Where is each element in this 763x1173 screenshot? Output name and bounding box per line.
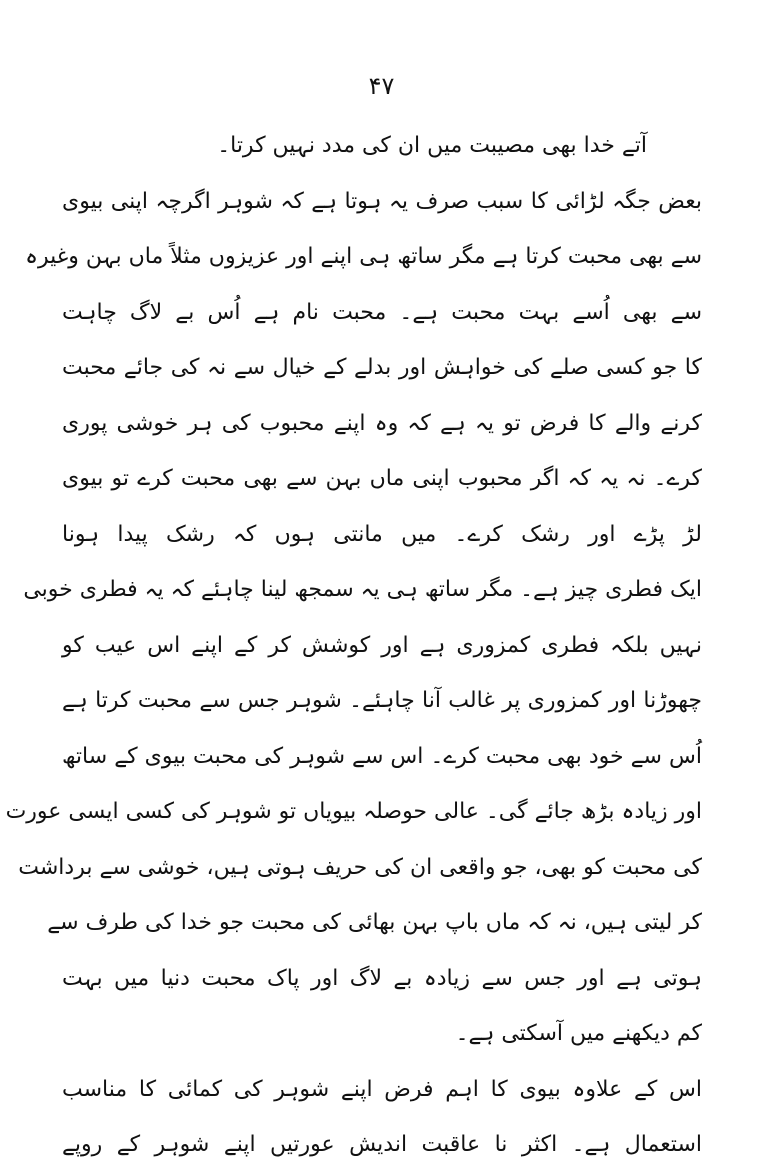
text-line: کم دیکھنے میں آسکتی ہے۔ <box>455 1021 702 1046</box>
text-line: آتے خدا بھی مصیبت میں ان کی مدد نہیں کرتا۔ <box>217 133 647 158</box>
text-line: اور زیادہ بڑھ جائے گی۔ عالی حوصلہ بیویاں تو شوہر کی کسی ایسی عورت <box>5 799 702 824</box>
text-line: ہوتی ہے اور جس سے زیادہ بے لاگ اور پاک محبت دنیا میں بہت <box>62 965 702 991</box>
text-line: کر لیتی ہیں، نہ کہ ماں باپ بہن بھائی کی محبت جو خدا کی طرف سے <box>47 910 702 935</box>
page-body-text <box>5 118 702 1173</box>
text-line: چھوڑنا اور کمزوری پر غالب آنا چاہئے۔ شوہر جس سے محبت کرتا ہے <box>62 688 702 713</box>
text-line: کرے۔ نہ یہ کہ اگر محبوب اپنی ماں بہن سے بھی محبت کرے تو بیوی <box>62 466 702 491</box>
text-line: اس کے علاوہ بیوی کا اہم فرض اپنے شوہر کی کمائی کا مناسب <box>62 1076 702 1102</box>
text-line: سے بھی محبت کرتا ہے مگر ساتھ ہی اپنے اور عزیزوں مثلاً ماں بہن وغیرہ <box>25 244 702 269</box>
text-line: کرنے والے کا فرض تو یہ ہے کہ وہ اپنے محبوب کی ہر خوشی پوری <box>62 410 702 436</box>
text-line: لڑ پڑے اور رشک کرے۔ میں مانتی ہوں کہ رشک پیدا ہونا <box>62 521 702 547</box>
text-line: سے بھی اُسے بہت محبت ہے۔ محبت نام ہے اُس بے لاگ چاہت <box>62 299 702 325</box>
text-line: کی محبت کو بھی، جو واقعی ان کی حریف ہوتی ہیں، خوشی سے برداشت <box>18 854 702 880</box>
text-line: اُس سے خود بھی محبت کرے۔ اس سے شوہر کی محبت بیوی کے ساتھ <box>62 743 702 769</box>
page-number: ۴۷ <box>368 72 395 100</box>
text-line: استعمال ہے۔ اکثر نا عاقبت اندیش عورتیں اپنے شوہر کے روپے <box>62 1132 702 1157</box>
text-line: کا جو کسی صلے کی خواہش اور بدلے کے خیال سے نہ کی جائے محبت <box>62 355 702 380</box>
text-line: ایک فطری چیز ہے۔ مگر ساتھ ہی یہ سمجھ لینا چاہئے کہ یہ فطری خوبی <box>23 577 702 602</box>
text-line: بعض جگہ لڑائی کا سبب صرف یہ ہوتا ہے کہ شوہر اگرچہ اپنی بیوی <box>62 188 702 214</box>
text-line: نہیں بلکہ فطری کمزوری ہے اور کوشش کر کے اپنے اس عیب کو <box>62 632 702 658</box>
